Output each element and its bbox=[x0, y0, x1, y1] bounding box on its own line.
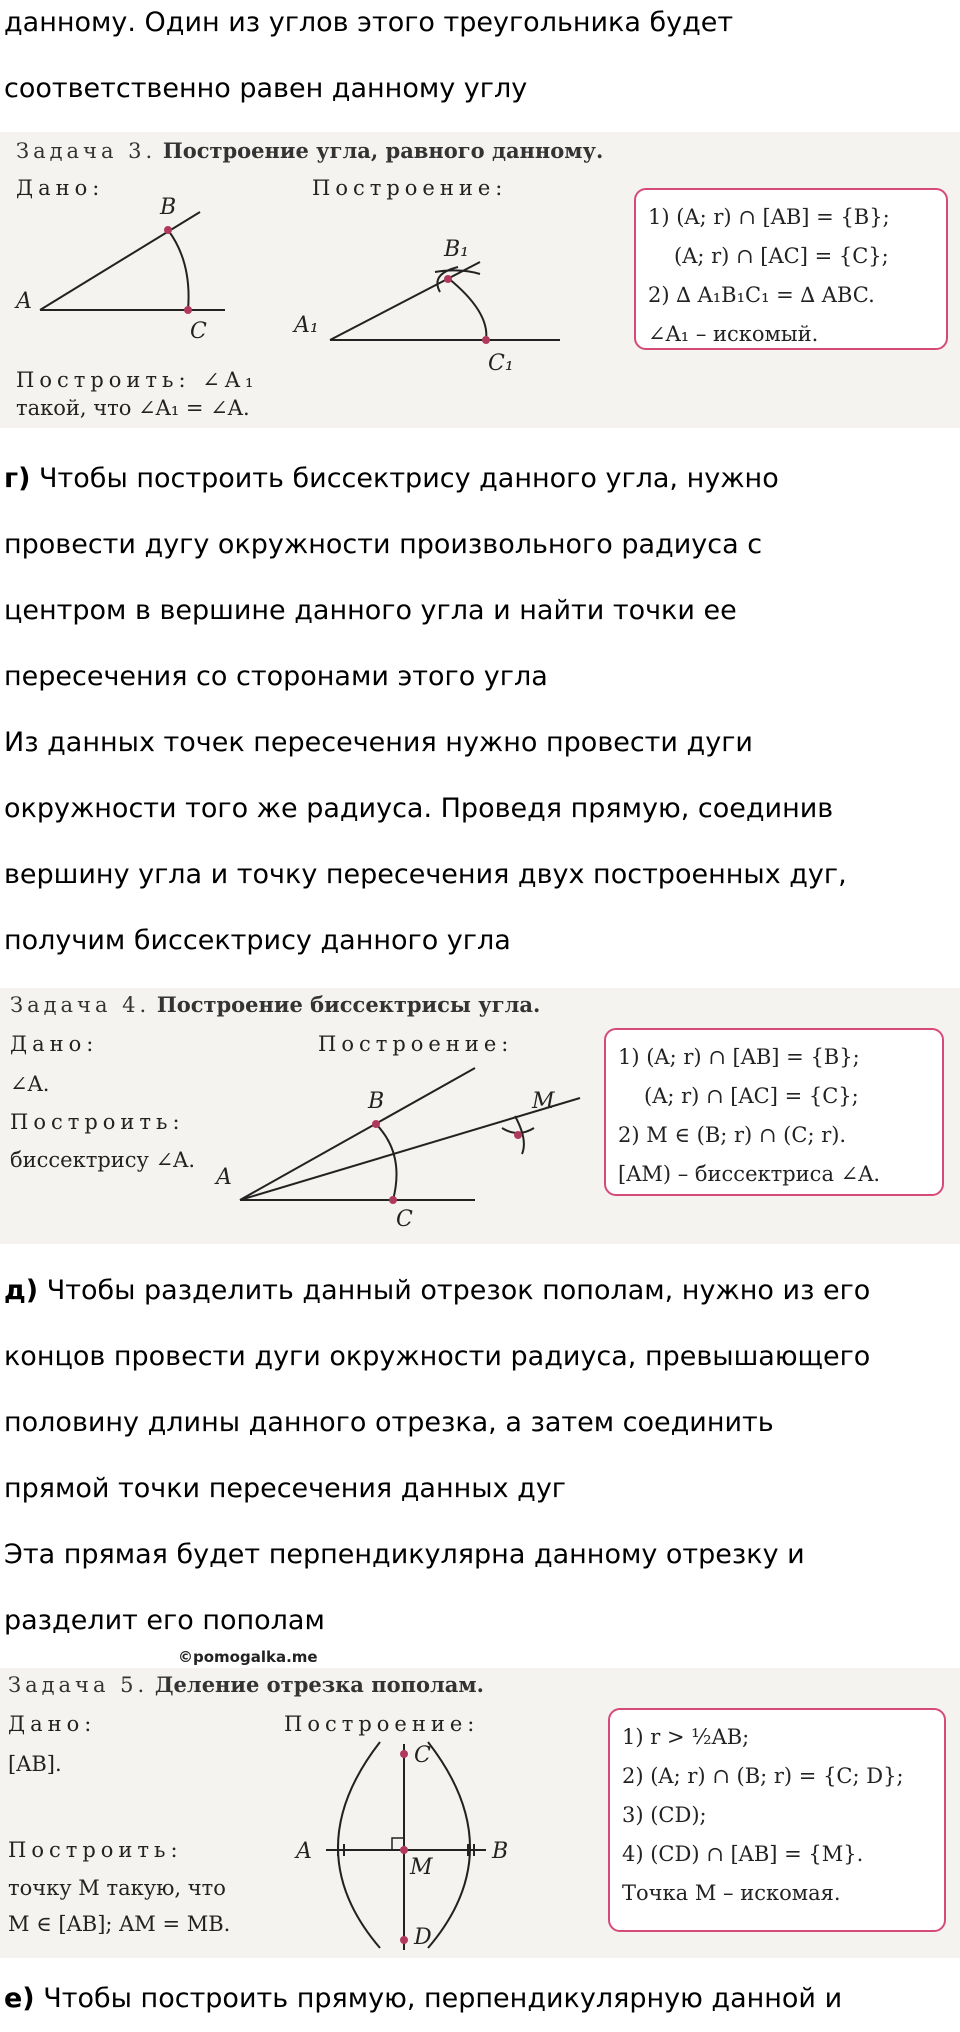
task3-build-label: Построить: ∠A₁ bbox=[16, 368, 259, 392]
point-C bbox=[389, 1196, 397, 1204]
task3-steps-box bbox=[634, 188, 948, 350]
para-e-line-1: е) Чтобы построить прямую, перпендикулярную данной и bbox=[4, 1983, 843, 2014]
task4-step-1: 1) (A; r) ∩ [AB] = {B}; bbox=[618, 1045, 860, 1069]
label-B: B bbox=[368, 1089, 385, 1114]
label-C: C bbox=[414, 1743, 431, 1768]
label-C: C bbox=[396, 1207, 413, 1232]
point-B bbox=[372, 1120, 380, 1128]
point-D bbox=[400, 1936, 408, 1944]
label-D: D bbox=[414, 1925, 432, 1950]
intro-line-1: данному. Один из углов этого треугольника будет bbox=[4, 7, 734, 38]
task5-construction-figure bbox=[296, 1734, 556, 1954]
task5-step-5: Точка M – искомая. bbox=[622, 1881, 841, 1905]
para-g-line-6: окружности того же радиуса. Проведя прямую, соединив bbox=[4, 793, 834, 824]
label-B1: B₁ bbox=[444, 237, 469, 262]
task4-given-value: ∠A. bbox=[10, 1072, 50, 1096]
label-B: B bbox=[492, 1839, 509, 1864]
para-g-line-8: получим биссектрису данного угла bbox=[4, 925, 511, 956]
task5-step-3: 3) (CD); bbox=[622, 1803, 707, 1827]
label-C: C bbox=[190, 319, 207, 344]
task5-step-4: 4) (CD) ∩ [AB] = {M}. bbox=[622, 1842, 864, 1866]
task3-construction-label: Построение: bbox=[312, 176, 508, 200]
label-C1: C₁ bbox=[488, 351, 514, 376]
task4-build-value: биссектрису ∠A. bbox=[10, 1148, 196, 1172]
task4-step-2: 2) M ∈ (B; r) ∩ (C; r). bbox=[618, 1123, 847, 1147]
para-g-line-3: центром в вершине данного угла и найти точки ее bbox=[4, 595, 737, 626]
task5-construction-label: Построение: bbox=[284, 1712, 480, 1736]
task5-build-value-1: точку M такую, что bbox=[8, 1876, 226, 1900]
task5-build-value-2: M ∈ [AB]; AM = MB. bbox=[8, 1912, 231, 1936]
task3-given-figure bbox=[10, 192, 250, 342]
task5-step-2: 2) (A; r) ∩ (B; r) = {C; D}; bbox=[622, 1764, 904, 1788]
task3-build-cond: такой, что ∠A₁ = ∠A. bbox=[16, 396, 250, 420]
point-C bbox=[400, 1750, 408, 1758]
label-M: M bbox=[532, 1089, 555, 1114]
para-d-line-6: разделит его пополам bbox=[4, 1605, 325, 1636]
para-d-line-4: прямой точки пересечения данных дуг bbox=[4, 1473, 566, 1504]
task5-steps-box bbox=[608, 1708, 946, 1932]
para-g-line-2: провести дугу окружности произвольного радиуса с bbox=[4, 529, 763, 560]
task3-panel bbox=[0, 132, 960, 428]
task4-given-label: Дано: bbox=[10, 1032, 99, 1056]
task5-given-value: [AB]. bbox=[8, 1752, 62, 1776]
task4-panel bbox=[0, 988, 960, 1244]
label-A1: A₁ bbox=[294, 313, 319, 338]
label-A: A bbox=[296, 1839, 312, 1864]
point-M bbox=[514, 1131, 522, 1139]
task3-step-1: 1) (A; r) ∩ [AB] = {B}; bbox=[648, 205, 890, 229]
task5-title: Задача 5. Деление отрезка пополам. bbox=[8, 1672, 484, 1697]
task3-step-1b: (A; r) ∩ [AC] = {C}; bbox=[674, 244, 889, 268]
para-g-line-7: вершину угла и точку пересечения двух построенных дуг, bbox=[4, 859, 847, 890]
para-g-line-1: г) Чтобы построить биссектрису данного угла, нужно bbox=[4, 463, 779, 494]
task4-step-1b: (A; r) ∩ [AC] = {C}; bbox=[644, 1084, 859, 1108]
point-B1 bbox=[444, 275, 452, 283]
para-g-line-5: Из данных точек пересечения нужно провести дуги bbox=[4, 727, 753, 758]
task4-construction-label: Построение: bbox=[318, 1032, 514, 1056]
intro-line-2: соответственно равен данному углу bbox=[4, 73, 528, 104]
task4-step-3: [AM) – биссектриса ∠A. bbox=[618, 1162, 881, 1186]
point-M bbox=[400, 1846, 408, 1854]
task5-build-label: Построить: bbox=[8, 1838, 183, 1862]
label-M: M bbox=[410, 1855, 433, 1880]
label-A: A bbox=[16, 289, 32, 314]
point-C bbox=[184, 306, 192, 314]
task3-given-label: Дано: bbox=[16, 176, 105, 200]
point-C1 bbox=[482, 336, 490, 344]
task3-step-2b: ∠A₁ – искомый. bbox=[648, 322, 819, 346]
task4-construction-figure bbox=[210, 1058, 590, 1232]
task3-construction-figure bbox=[290, 212, 590, 382]
task5-panel bbox=[0, 1668, 960, 1958]
task5-step-1: 1) r > ½AB; bbox=[622, 1725, 750, 1749]
para-d-line-5: Эта прямая будет перпендикулярна данному отрезку и bbox=[4, 1539, 805, 1570]
task4-build-label: Построить: bbox=[10, 1110, 185, 1134]
task4-title: Задача 4. Построение биссектрисы угла. bbox=[10, 992, 541, 1017]
label-A: A bbox=[216, 1165, 232, 1190]
para-d-line-3: половину длины данного отрезка, а затем соединить bbox=[4, 1407, 774, 1438]
task5-given-label: Дано: bbox=[8, 1712, 97, 1736]
point-B bbox=[164, 226, 172, 234]
para-d-line-2: концов провести дуги окружности радиуса, превышающего bbox=[4, 1341, 871, 1372]
label-B: B bbox=[160, 195, 177, 220]
watermark: ©pomogalka.me bbox=[178, 1648, 318, 1666]
task3-step-2: 2) ∆ A₁B₁C₁ = ∆ ABC. bbox=[648, 283, 875, 307]
para-d-line-1: д) Чтобы разделить данный отрезок пополам, нужно из его bbox=[4, 1275, 871, 1306]
para-g-line-4: пересечения со сторонами этого угла bbox=[4, 661, 548, 692]
task4-steps-box bbox=[604, 1028, 944, 1196]
task3-title: Задача 3. Построение угла, равного данному. bbox=[16, 138, 604, 163]
